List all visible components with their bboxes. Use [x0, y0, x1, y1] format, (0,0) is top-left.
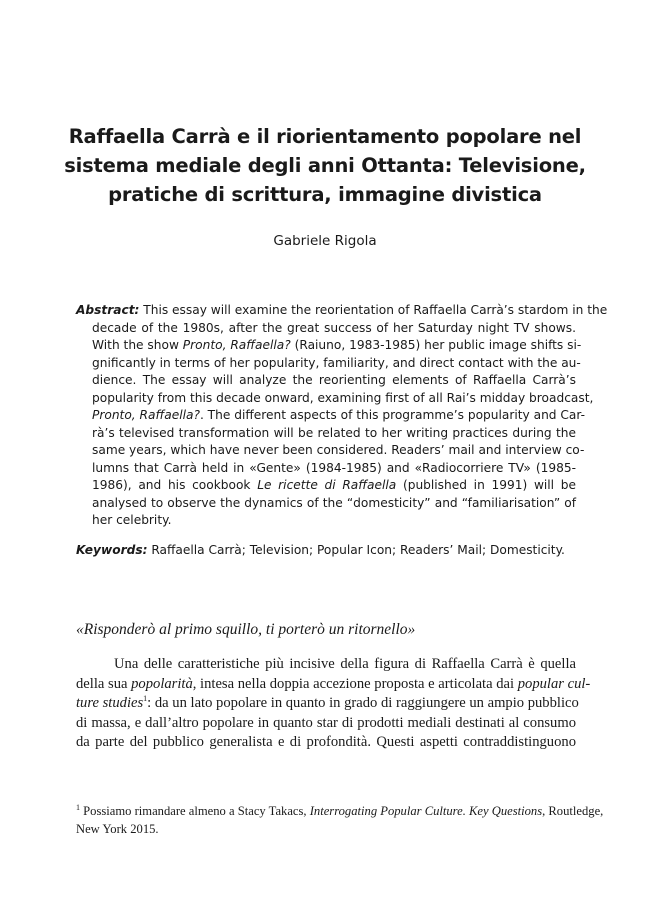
- paper-title: [60, 122, 590, 209]
- abstract-label: Abstract:: [76, 303, 140, 317]
- body-italic: ture studies: [76, 695, 144, 712]
- abstract-line: gnificantly in terms of her popularity, familiarity, and direct contact with the au-: [92, 355, 581, 370]
- footnote-ref[interactable]: 1: [143, 694, 148, 704]
- abstract-line: her celebrity.: [92, 513, 172, 527]
- footnote: [76, 802, 604, 838]
- body-text-run: della sua: [76, 675, 132, 692]
- title-line-1: Raffaella Carrà e il riorientamento popolare nel: [68, 125, 582, 148]
- abstract-line: decade of the 1980s, after the great success of her Saturday night TV shows.: [92, 320, 576, 335]
- footnote-line: New York 2015.: [76, 822, 159, 836]
- author-name: Gabriele Rigola: [273, 233, 377, 249]
- show-title: Pronto, Raffaella?: [92, 408, 200, 422]
- keywords-label: Keywords:: [76, 543, 148, 557]
- section-heading: «Risponderò al primo squillo, ti porterò un ritornello»: [76, 621, 416, 638]
- abstract-line: dience. The essay will analyze the reorienting elements of Raffaella Carrà’s: [92, 373, 576, 387]
- abstract-text: (Raiuno, 1983-1985) her public image shifts si-: [290, 338, 582, 352]
- abstract: [76, 302, 608, 530]
- footnote-number: 1: [76, 802, 80, 812]
- footnote-book-title: Interrogating Popular Culture. Key Questions: [309, 804, 543, 818]
- abstract-text: (published in 1991) will be: [396, 478, 576, 492]
- abstract-line: popularity from this decade onward, examining first of all Rai’s midday broadcast,: [92, 390, 594, 405]
- footnote-text: , Routledge,: [542, 804, 604, 818]
- body-line: Una delle caratteristiche più incisive della figura di Raffaella Carrà è quella: [114, 656, 576, 672]
- book-title: Le ricette di Raffaella: [257, 478, 397, 492]
- abstract-line: rà’s televised transformation will be related to her writing practices during the: [92, 425, 576, 440]
- keywords: [76, 542, 576, 559]
- body-italic: popular cul-: [517, 675, 591, 692]
- footnote-text: Possiamo rimandare almeno a Stacy Takacs,: [80, 804, 310, 818]
- show-title: Pronto, Raffaella?: [182, 338, 291, 352]
- abstract-line: This essay will examine the reorientation of Raffaella Carrà’s stardom in the: [139, 303, 608, 317]
- keywords-text: Raffaella Carrà; Television; Popular Icon; Readers’ Mail; Domesticity.: [147, 543, 565, 557]
- abstract-text: 1986), and his cookbook: [92, 478, 258, 492]
- body-text: [76, 655, 591, 753]
- title-line-3: pratiche di scrittura, immagine divistica: [108, 183, 542, 206]
- body-text-run: : da un lato popolare in quanto in grado di raggiungere un ampio pubblico: [147, 695, 579, 712]
- title-line-2: sistema mediale degli anni Ottanta: Televisione,: [64, 154, 586, 177]
- abstract-line: lumns that Carrà held in «Gente» (1984-1985) and «Radiocorriere TV» (1985-: [92, 460, 576, 475]
- abstract-text: With the show: [92, 338, 183, 352]
- body-text-run: , intesa nella doppia accezione proposta e articolata dai: [192, 675, 518, 692]
- abstract-line: same years, which have never been considered. Readers’ mail and interview co-: [92, 443, 585, 457]
- body-italic: popolarità: [131, 675, 193, 692]
- body-line: di massa, e dall’altro popolare in quanto star di prodotti mediali destinati al consumo: [76, 714, 576, 731]
- body-line: da parte del pubblico generalista e di profondità. Questi aspetti contraddistinguono: [76, 734, 576, 751]
- abstract-text: . The different aspects of this programme’s popularity and Car-: [199, 408, 586, 422]
- abstract-line: analysed to observe the dynamics of the “domesticity” and “familiarisation” of: [92, 495, 576, 510]
